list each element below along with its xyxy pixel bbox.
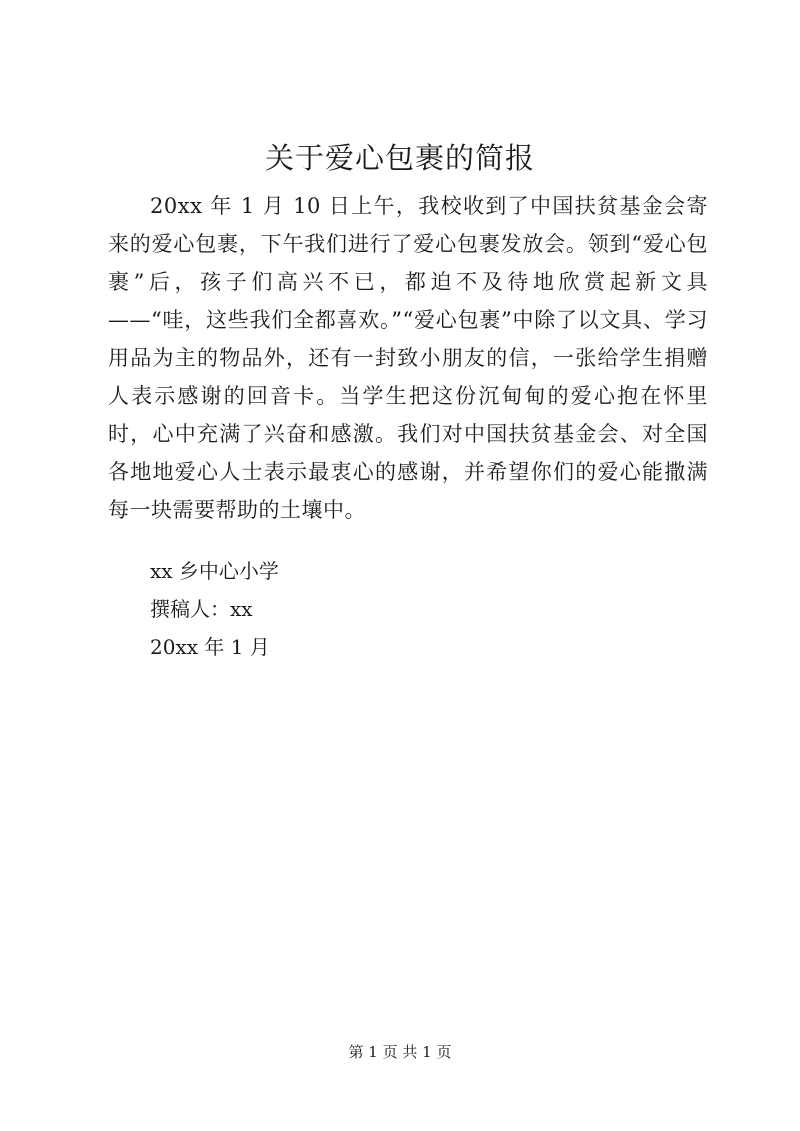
body-paragraph: 20xx 年 1 月 10 日上午，我校收到了中国扶贫基金会寄来的爱心包裹，下午我们进行了爱心包裹发放会。领到“爱心包裹”后，孩子们高兴不已，都迫不及待地欣赏起新文具——“哇，这些我们全都喜欢。”“爱心包裹”中除了以文具、学习用品为主的物品外，还有一封致小朋友的信，一张给学生捐赠人表示感谢的回音卡。当学生把这份沉甸甸的爱心抱在怀里时，心中充满了兴奋和感激。我们对中国扶贫基金会、对全国各地地爱心人士表示最衷心的感谢，并希望你们的爱心能撒满每一块需要帮助的土壤中。 (108, 194, 708, 522)
signature-school: xx 乡中心小学 (150, 559, 279, 583)
signature-date: 20xx 年 1 月 (150, 635, 270, 659)
document-title: 关于爱心包裹的简报 (264, 141, 535, 175)
page-footer: 第 1 页 共 1 页 (348, 1043, 452, 1061)
signature-author: 撰稿人：xx (150, 597, 253, 621)
